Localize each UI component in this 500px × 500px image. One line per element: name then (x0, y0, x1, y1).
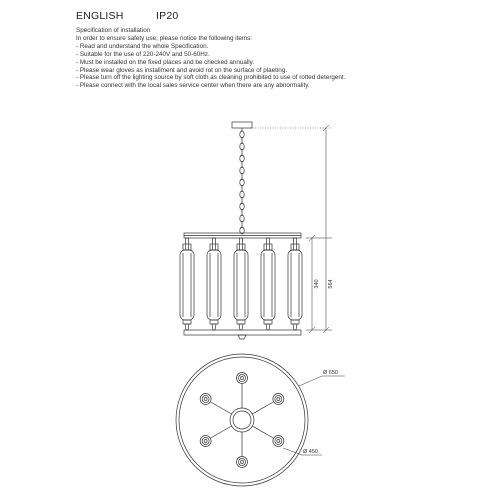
chain-link (240, 179, 244, 186)
ceiling-canopy (232, 122, 252, 131)
glass-tubes (180, 238, 302, 330)
plan-arm (237, 373, 248, 409)
chain-link (240, 155, 244, 162)
plan-arm (200, 394, 231, 415)
chain-link (240, 203, 244, 210)
plan-arm (252, 426, 283, 447)
spec-item: - Please connect with the local sales service center when there are any abnormality. (76, 82, 310, 90)
ip-rating: IP20 (156, 10, 179, 22)
body-height-label: 340 (314, 279, 320, 289)
bottom-ring (184, 330, 301, 335)
spec-item: - Please wear gloves as installment and avoid rot on the surface of plaeting. (76, 66, 288, 74)
chain-link (240, 131, 244, 138)
diameter-leaders (283, 376, 345, 455)
chain-link (240, 143, 244, 150)
plan-arm (252, 394, 283, 415)
glass-tube (180, 238, 194, 330)
spec-item: - Suitable for the use of 220-240V and 50-60Hz. (76, 50, 210, 58)
plan-view (176, 354, 308, 486)
spec-title: Specification of installation (76, 27, 151, 34)
chain-link (240, 191, 244, 198)
glass-tube (207, 238, 221, 330)
plan-arm (200, 426, 231, 447)
spec-item: - Must be installed on the fixed places and be checked annually. (76, 58, 255, 66)
spec-intro: In order to ensure safety use, please notice the following items: (76, 34, 253, 42)
glass-tube (288, 238, 302, 330)
language-label: ENGLISH (76, 10, 124, 22)
chain-link (240, 167, 244, 174)
plan-arm (237, 432, 248, 468)
inner-diameter-label: Ø 450 (303, 449, 318, 455)
glass-tube (234, 238, 248, 330)
spec-item: - Please turn off the lighting source by soft cloth as cleaning prohibited to use of rotted detergent. (76, 74, 346, 82)
bottom-finial (238, 335, 246, 339)
total-height-label: 564 (328, 279, 334, 289)
glass-tube (261, 238, 275, 330)
hanging-chain (240, 131, 244, 234)
chain-link (240, 215, 244, 222)
outer-diameter-label: Ø 650 (323, 370, 338, 376)
spec-item: - Read and understand the whole Specification. (76, 42, 209, 50)
